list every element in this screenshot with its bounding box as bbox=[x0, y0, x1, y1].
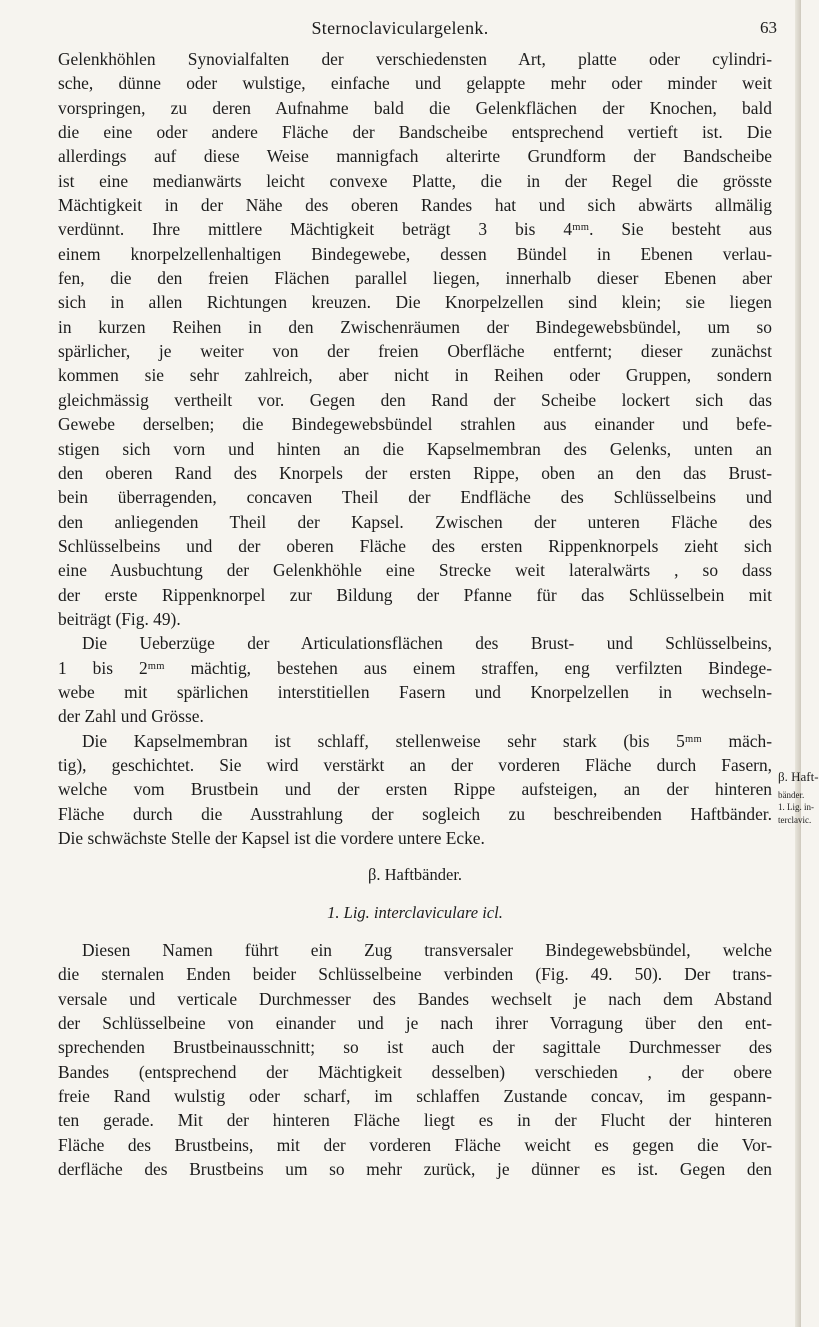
text-line: Gewebe derselben; die Bindegewebsbündel strahlen aus einander und befe- bbox=[58, 414, 772, 435]
text-line: derfläche des Brustbeins um so mehr zurück, je dünner es ist. Gegen den bbox=[58, 1159, 772, 1180]
margin-note: β. Haft- bbox=[778, 769, 819, 784]
text-line: Diesen Namen führt ein Zug transversaler Bindegewebsbündel, welche bbox=[82, 940, 772, 961]
margin-notes bbox=[778, 765, 819, 826]
text-line: ist eine medianwärts leicht convexe Platte, die in der Regel die grösste bbox=[58, 170, 772, 191]
margin-note: bänder. bbox=[778, 790, 805, 800]
text-line: bein überragenden, concaven Theil der Endfläche des Schlüsselbeins und bbox=[58, 487, 772, 508]
text-line: der erste Rippenknorpel zur Bildung der Pfanne für das Schlüsselbein mit bbox=[58, 584, 772, 605]
text-line: Schlüsselbeins und der oberen Fläche des ersten Rippenknorpels zieht sich bbox=[58, 535, 772, 556]
text-line: vorspringen, zu deren Aufnahme bald die Gelenkflächen der Knochen, bald bbox=[58, 97, 772, 118]
text-line: in kurzen Reihen in den Zwischenräumen der Bindegewebsbündel, um so bbox=[58, 316, 772, 337]
section-heading: β. Haftbänder. bbox=[367, 865, 463, 885]
body-text bbox=[58, 47, 772, 1181]
text-line: Bandes (entsprechend der Mächtigkeit desselben) verschieden , der obere bbox=[58, 1061, 772, 1082]
text-line: Die Kapselmembran ist schlaff, stellenweise sehr stark (bis 5ᵐᵐ mäch- bbox=[82, 730, 772, 751]
page-number: 63 bbox=[760, 18, 777, 37]
text-line: einem knorpelzellenhaltigen Bindegewebe, dessen Bündel in Ebenen verlau- bbox=[58, 243, 772, 264]
text-line: ten gerade. Mit der hinteren Fläche liegt es in der Flucht der hinteren bbox=[58, 1110, 772, 1131]
text-line: stigen sich vorn und hinten an die Kapselmembran des Gelenks, unten an bbox=[58, 438, 772, 459]
text-line: tig), geschichtet. Sie wird verstärkt an der vorderen Fläche durch Fasern, bbox=[58, 754, 772, 775]
section-gap bbox=[58, 850, 772, 863]
text-line: versale und verticale Durchmesser des Bandes wechselt je nach dem Abstand bbox=[58, 988, 772, 1009]
text-line: die sternalen Enden beider Schlüsselbeine verbinden (Fig. 49. 50). Der trans- bbox=[58, 964, 772, 985]
text-line: spärlicher, je weiter von der freien Oberfläche entfernt; dieser zunächst bbox=[58, 341, 772, 362]
text-line: der Schlüsselbeine von einander und je nach ihrer Vorragung über den ent- bbox=[58, 1013, 772, 1034]
text-line: sche, dünne oder wulstige, einfache und gelappte mehr oder minder weit bbox=[58, 73, 772, 94]
text-line: gleichmässig vertheilt vor. Gegen den Rand der Scheibe lockert sich das bbox=[58, 389, 772, 410]
text-line: allerdings auf diese Weise mannigfach alterirte Grundform der Bandscheibe bbox=[58, 146, 772, 167]
section-gap bbox=[58, 925, 772, 938]
page-edge bbox=[795, 0, 801, 1327]
text-line: sprechenden Brustbeinausschnitt; so ist auch der sagittale Durchmesser des bbox=[58, 1037, 772, 1058]
text-line: der Zahl und Grösse. bbox=[58, 706, 204, 727]
running-title: Sternoclaviculargelenk. bbox=[311, 18, 489, 38]
text-line: Fläche durch die Ausstrahlung der sogleich zu beschreibenden Haftbänder. bbox=[58, 803, 772, 824]
text-line: eine Ausbuchtung der Gelenkhöhle eine Strecke weit lateralwärts , so dass bbox=[58, 560, 772, 581]
text-line: den anliegenden Theil der Kapsel. Zwischen der unteren Fläche des bbox=[58, 511, 772, 532]
text-line: webe mit spärlichen interstitiellen Fasern und Knorpelzellen in wechseln- bbox=[58, 681, 772, 702]
margin-note: 1. Lig. in- bbox=[778, 802, 814, 813]
text-line: Fläche des Brustbeins, mit der vorderen Fläche weicht es gegen die Vor- bbox=[58, 1134, 772, 1155]
text-line: freie Rand wulstig oder scharf, im schlaffen Zustande concav, im gespann- bbox=[58, 1086, 772, 1107]
subsection-heading: 1. Lig. interclaviculare icl. bbox=[327, 902, 503, 922]
text-line: Die schwächste Stelle der Kapsel ist die vordere untere Ecke. bbox=[58, 828, 485, 848]
text-line: die eine oder andere Fläche der Bandscheibe entsprechend vertieft ist. Die bbox=[58, 122, 772, 143]
text-line: verdünnt. Ihre mittlere Mächtigkeit beträgt 3 bis 4ᵐᵐ. Sie besteht aus bbox=[58, 219, 772, 240]
text-line: fen, die den freien Flächen parallel liegen, innerhalb dieser Ebenen aber bbox=[58, 268, 772, 289]
text-line: den oberen Rand des Knorpels der ersten Rippe, oben an den das Brust- bbox=[58, 462, 772, 483]
text-line: beiträgt (Fig. 49). bbox=[58, 608, 181, 629]
text-line: welche vom Brustbein und der ersten Rippe aufsteigen, an der hinteren bbox=[58, 779, 772, 800]
text-line: 1 bis 2ᵐᵐ mächtig, bestehen aus einem straffen, eng verfilzten Bindege- bbox=[58, 657, 772, 678]
running-head bbox=[0, 18, 801, 42]
margin-note: terclavic. bbox=[778, 814, 812, 825]
section-gap bbox=[58, 888, 772, 901]
text-line: Die Ueberzüge der Articulationsflächen des Brust- und Schlüsselbeins, bbox=[82, 633, 772, 654]
text-line: kommen sie sehr zahlreich, aber nicht in Reihen oder Gruppen, sondern bbox=[58, 365, 772, 386]
text-line: Gelenkhöhlen Synovialfalten der verschiedensten Art, platte oder cylindri- bbox=[58, 49, 772, 69]
text-line: Mächtigkeit in der Nähe des oberen Randes hat und sich abwärts allmälig bbox=[58, 195, 772, 216]
text-line: sich in allen Richtungen kreuzen. Die Knorpelzellen sind klein; sie liegen bbox=[58, 292, 772, 313]
